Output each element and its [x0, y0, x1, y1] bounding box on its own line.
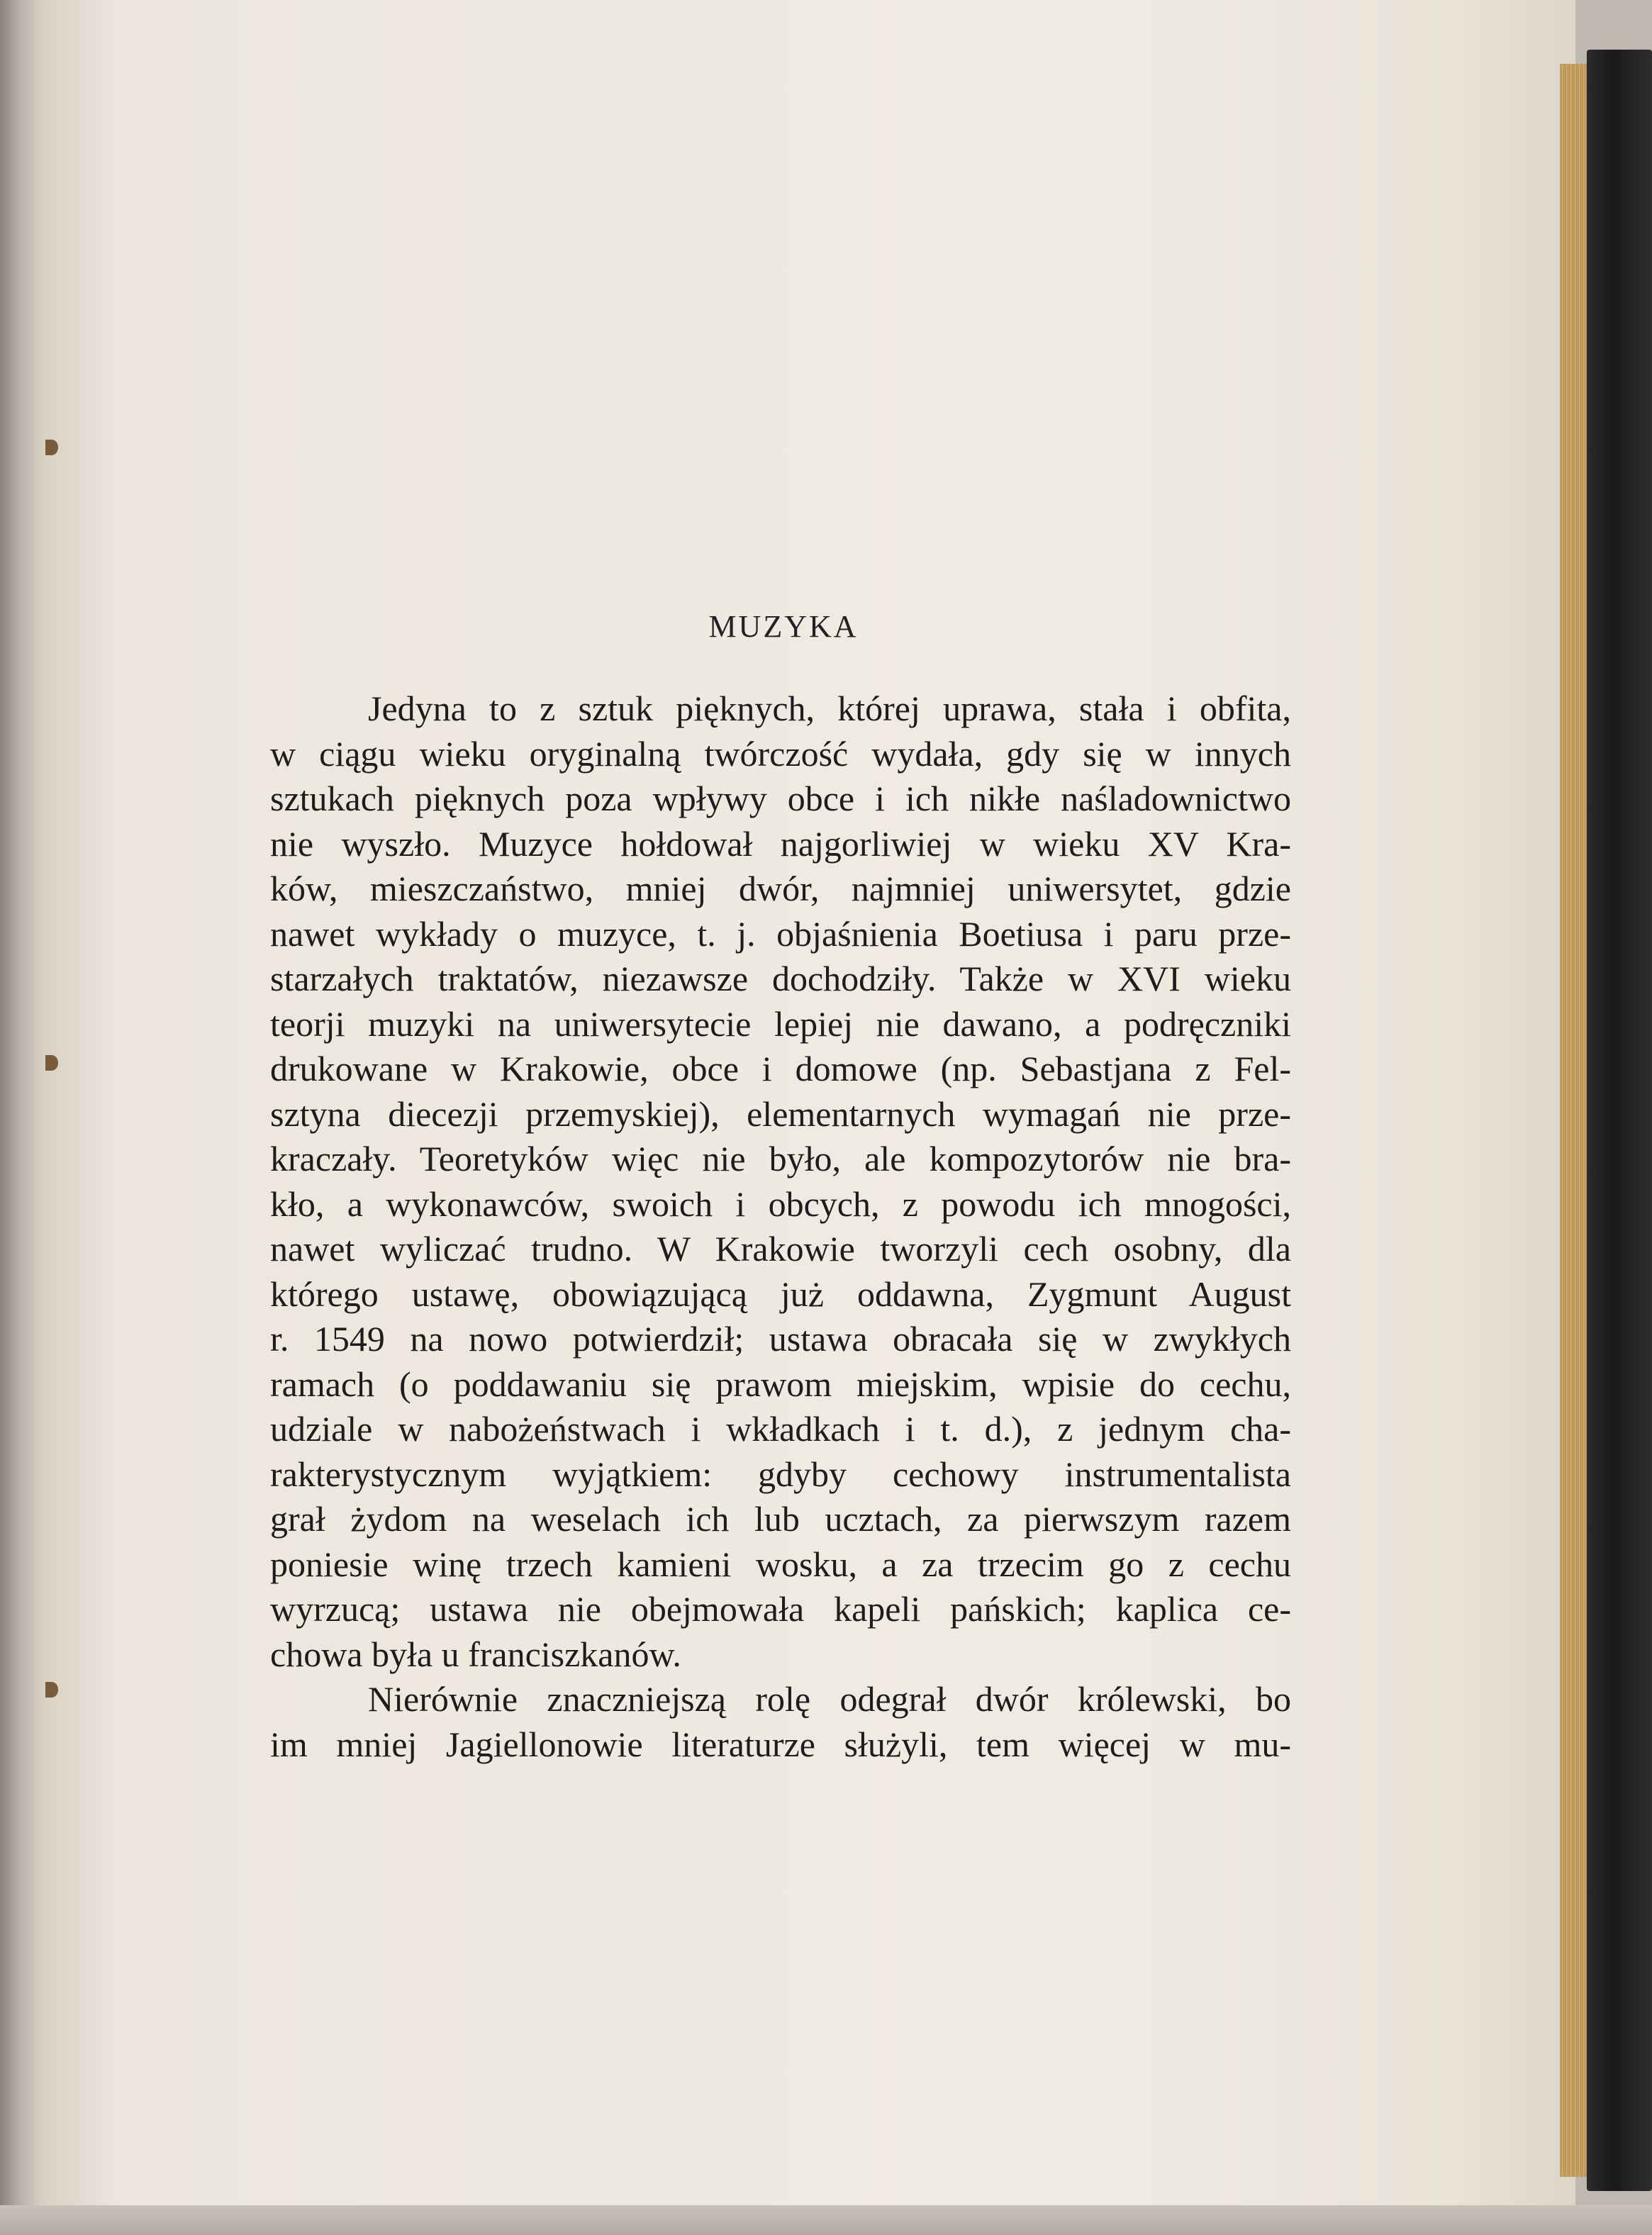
text-line: starzałych traktatów, niezawsze dochodziły. Także w XVI wieku — [270, 959, 1291, 998]
text-line: grał żydom na weselach ich lub ucztach, za pierwszym razem — [270, 1499, 1291, 1539]
chapter-title: MUZYKA — [708, 609, 859, 644]
text-line: ków, mieszczaństwo, mniej dwór, najmniej uniwersytet, gdzie — [270, 869, 1291, 908]
body-text — [270, 686, 1291, 1767]
text-line: poniesie winę trzech kamieni wosku, a za trzecim go z cechu — [270, 1544, 1291, 1584]
text-line: rakterystycznym wyjątkiem: gdyby cechowy instrumentalista — [270, 1454, 1291, 1494]
text-line: kraczały. Teoretyków więc nie było, ale kompozytorów nie bra- — [270, 1139, 1291, 1178]
text-line: nawet wyliczać trudno. W Krakowie tworzyli cech osobny, dla — [270, 1229, 1291, 1269]
text-line: chowa była u franciszkanów. — [270, 1634, 681, 1674]
text-line: r. 1549 na nowo potwierdził; ustawa obracała się w zwykłych — [270, 1319, 1291, 1359]
text-line: drukowane w Krakowie, obce i domowe (np. Sebastjana z Fel- — [270, 1049, 1291, 1088]
text-line: im mniej Jagiellonowie literaturze służyli, tem więcej w mu- — [270, 1724, 1291, 1764]
text-line: ramach (o poddawaniu się prawom miejskim, wpisie do cechu, — [270, 1364, 1291, 1404]
text-line: w ciągu wieku oryginalną twórczość wydała, gdy się w innych — [270, 733, 1291, 774]
text-line: kło, a wykonawców, swoich i obcych, z powodu ich mnogości, — [270, 1183, 1291, 1224]
text-line: Nierównie znaczniejszą rolę odegrał dwór królewski, bo — [368, 1679, 1291, 1719]
text-line: którego ustawę, obowiązującą już oddawna, Zygmunt August — [270, 1273, 1291, 1314]
book-cover — [1587, 50, 1652, 2191]
binding-thread-mark — [45, 1055, 58, 1071]
text-line: sztyna diecezji przemyskiej), elementarnych wymagań nie prze- — [270, 1093, 1291, 1134]
page-block-edge — [1560, 64, 1588, 2177]
text-line: udziale w nabożeństwach i wkładkach i t. d.), z jednym cha- — [270, 1409, 1291, 1449]
text-line: nawet wykłady o muzyce, t. j. objaśnienia Boetiusa i paru prze- — [270, 913, 1291, 954]
text-line: Jedyna to z sztuk pięknych, której uprawa, stała i obfita, — [368, 689, 1291, 728]
table-surface — [0, 2205, 1652, 2235]
text-line: wyrzucą; ustawa nie obejmowała kapeli pańskich; kaplica ce- — [270, 1589, 1291, 1629]
text-line: nie wyszło. Muzyce hołdował najgorliwiej w wieku XV Kra- — [270, 823, 1291, 864]
text-line: teorji muzyki na uniwersytecie lepiej nie dawano, a podręczniki — [270, 1003, 1291, 1044]
text-line: sztukach pięknych poza wpływy obce i ich nikłe naśladownictwo — [270, 779, 1291, 818]
binding-thread-mark — [45, 440, 58, 455]
binding-thread-mark — [45, 1682, 58, 1698]
